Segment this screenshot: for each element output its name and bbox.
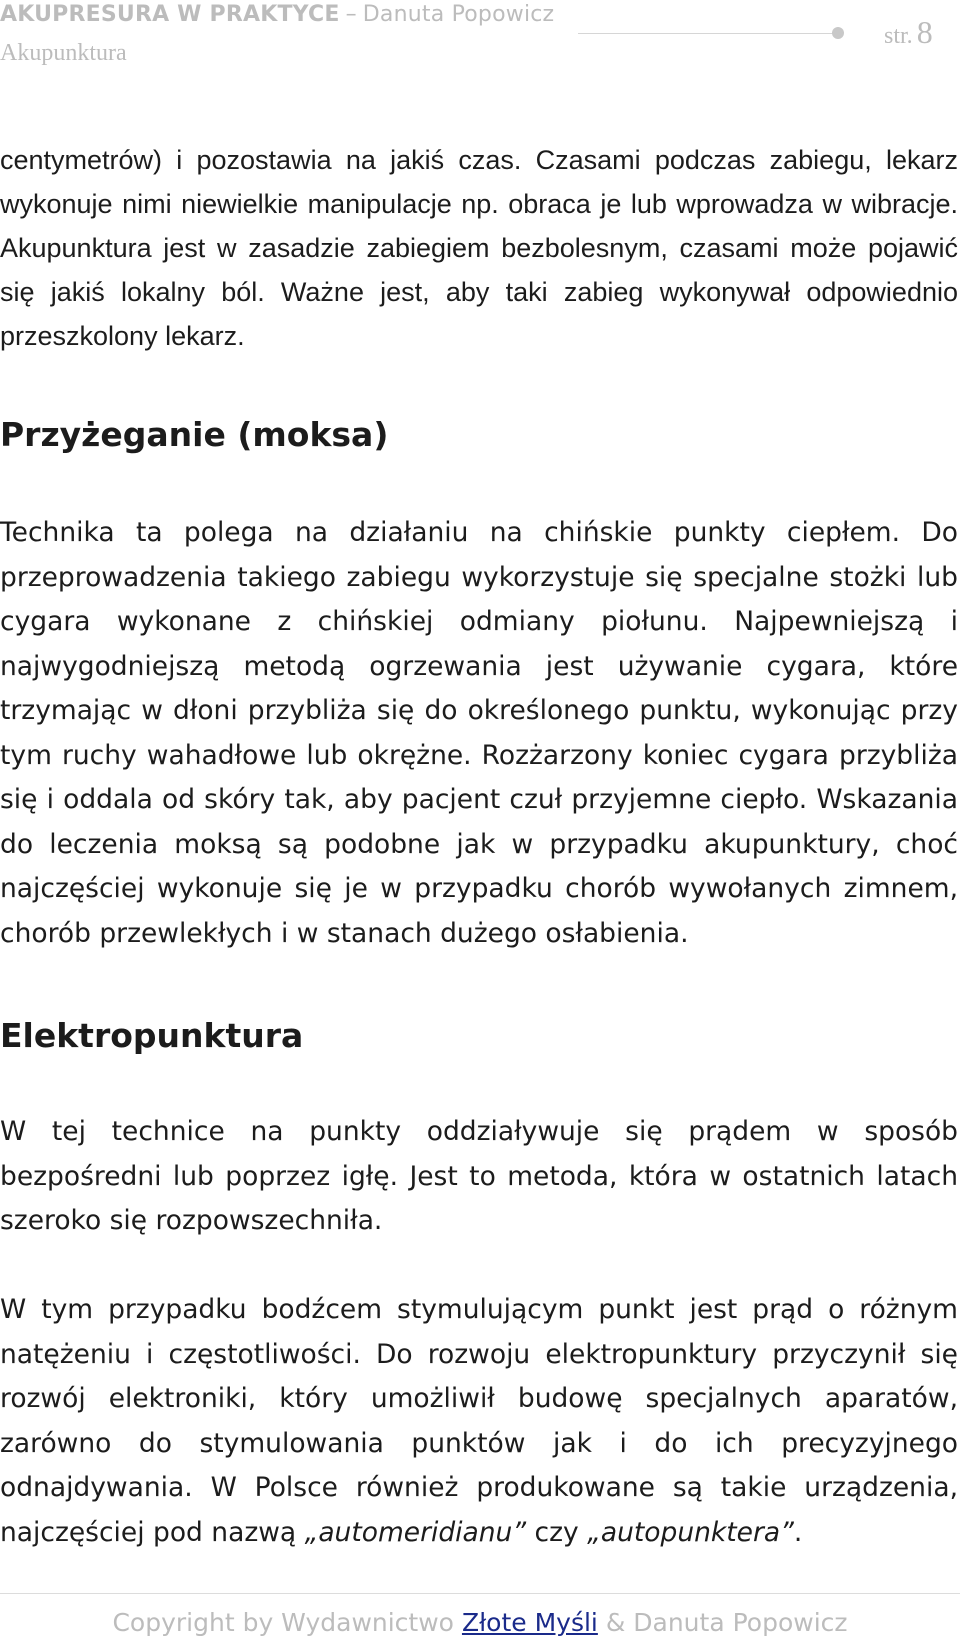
book-title: AKUPRESURA W PRAKTYCE [0,2,340,27]
section-name: Akupunktura [0,40,127,66]
page-number-value: 8 [916,14,933,50]
header-rule [578,33,836,34]
header-title [0,2,554,27]
paragraph-elektropunktura-details [0,1288,958,1555]
footer-rule [0,1593,960,1594]
page-label: str. [884,23,913,49]
bullet-icon [832,27,844,39]
paragraph-elektropunktura-intro: W tej technice na punkty oddziaływuje się prądem w sposób bezpośredni lub poprzez igłę. Jest to metoda, która w ostatnich latach szeroko się rozpowszechniła. [0,1116,958,1236]
publisher-link[interactable]: Złote Myśli [461,1608,598,1637]
heading-moksa: Przyżeganie (moksa) [0,415,389,454]
paragraph-akupunktura-end: centymetrów) i pozostawia na jakiś czas. Czasami podczas zabiegu, lekarz wykonuje nimi niewielkie manipulacje np. obraca je lub wprowadza w wibracje. Akupunktura jest w zasadzie zabiegiem bezbolesnym, czasami może pojawić się jakiś lokalny ból. Ważne jest, aby taki zabieg wykonywał odpowiednio przeszkolony lekarz. [0,145,958,351]
page-number [884,14,933,51]
page-header [0,0,960,80]
term-autopunkter: „autopunktera” [587,1516,794,1548]
footer-prefix: Copyright by Wydawnictwo [112,1608,454,1637]
author-name: Danuta Popowicz [362,2,555,27]
paragraph-end: . [793,1516,803,1548]
title-separator: – [345,2,357,27]
paragraph-text: W tym przypadku bodźcem stymulującym punkt jest prąd o różnym natężeniu i częstotliwości. Do rozwoju elektropunktury przyczynił się rozwój elektroniki, który umożliwił budowę specjalnych aparatów, zarówno do stymulowania punktów jak i do ich precyzyjnego odnajdywania. W Polsce również produkowane są takie urządzenia, najczęściej pod nazwą [0,1294,958,1548]
paragraph-join: czy [534,1516,579,1548]
heading-elektropunktura: Elektropunktura [0,1016,304,1055]
term-automeridian: „automeridianu” [304,1516,527,1548]
page-footer [0,1608,960,1637]
footer-suffix: & Danuta Popowicz [605,1608,848,1637]
paragraph-moksa: Technika ta polega na działaniu na chińskie punkty ciepłem. Do przeprowadzenia takiego zabiegu wykorzystuje się specjalne stożki lub cygara wykonane z chińskiej odmiany piołunu. Najpewniejszą i najwygodniejszą metodą ogrzewania jest używanie cygara, które trzymając w dłoni przybliża się do określonego punktu, wykonując przy tym ruchy wahadłowe lub okrężne. Rozżarzony koniec cygara przybliża się i oddala od skóry tak, aby pacjent czuł przyjemne ciepło. Wskazania do leczenia moksą są podobne jak w przypadku akupunktury, choć najczęściej wykonuje się je w przypadku chorób wywołanych zimnem, chorób przewlekłych i w stanach dużego osłabienia. [0,517,958,949]
